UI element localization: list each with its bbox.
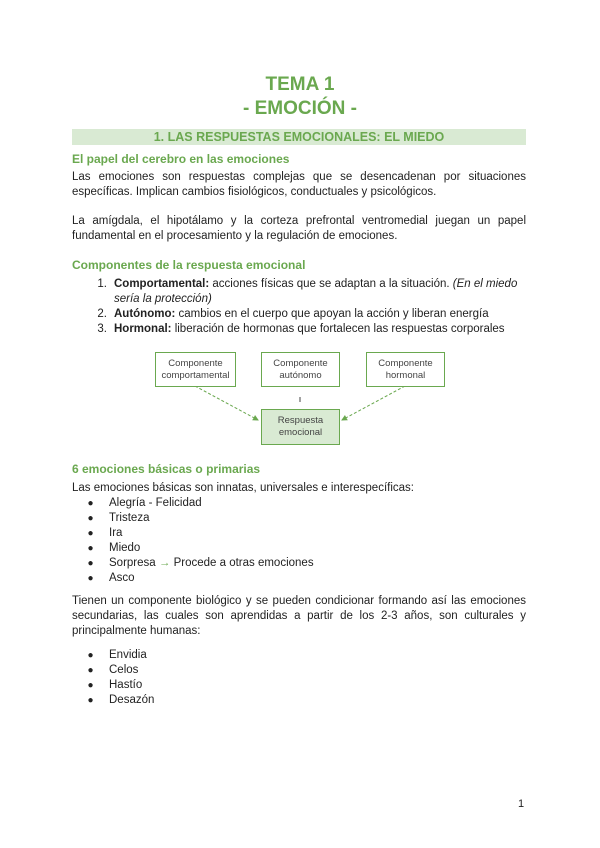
page-subtitle: - EMOCIÓN - xyxy=(243,98,357,119)
paragraph-secondary-emotions: Tienen un componente biológico y se pueden condicionar formando así las emociones secundarias, las cuales son aprendidas a partir de los 2-3 años, son culturales y principalmente humanas: xyxy=(72,595,526,637)
list-item: ● Tristeza xyxy=(87,512,150,524)
box-emotional-response: Respuesta emocional xyxy=(261,409,340,445)
list-item: 2. Autónomo: cambios en el cuerpo que apoyan la acción y liberan energía xyxy=(97,308,489,320)
subheading-basic-emotions: 6 emociones básicas o primarias xyxy=(72,462,261,476)
list-item: ● Ira xyxy=(87,527,123,539)
basic-emotions-list xyxy=(72,496,526,586)
list-item: ● Sorpresa → Procede a otras emociones xyxy=(87,557,314,569)
box-behavioral-component: Componente comportamental xyxy=(155,352,236,387)
paragraph-brain-structures: La amígdala, el hipotálamo y la corteza prefrontal ventromedial juegan un papel fundamental en el procesamiento y la regulación de emociones. xyxy=(72,215,526,242)
subheading-components: Componentes de la respuesta emocional xyxy=(72,258,306,272)
list-item: ● Hastío xyxy=(87,679,143,691)
list-item: 3. Hormonal: liberación de hormonas que fortalecen las respuestas corporales xyxy=(97,323,505,335)
list-item: 1. Comportamental: acciones físicas que se adaptan a la situación. (En el miedo sería la protección) xyxy=(97,278,518,305)
list-item: ● Envidia xyxy=(87,649,147,661)
secondary-emotions-list xyxy=(72,648,526,708)
subheading-brain: El papel del cerebro en las emociones xyxy=(72,152,290,166)
list-item: ● Alegría - Felicidad xyxy=(87,497,202,509)
paragraph-emotions-definition: Las emociones son respuestas complejas que se desencadenan por situaciones específicas. Implican cambios fisiológicos, conductuales y psicológicos. xyxy=(72,171,526,198)
paragraph-basic-intro: Las emociones básicas son innatas, universales e interespecíficas: xyxy=(72,482,414,494)
right-arrow-icon: → xyxy=(158,557,171,569)
list-item: ● Miedo xyxy=(87,542,141,554)
arrow-hormonal xyxy=(342,386,405,420)
page-number: 1 xyxy=(518,798,525,810)
box-hormonal-component: Componente hormonal xyxy=(366,352,445,387)
list-item: ● Desazón xyxy=(87,694,155,706)
page-title: TEMA 1 xyxy=(265,74,335,95)
list-item: ● Asco xyxy=(87,572,135,584)
arrow-behavioral xyxy=(195,386,258,420)
section-heading: 1. LAS RESPUESTAS EMOCIONALES: EL MIEDO xyxy=(72,129,526,145)
list-item: ● Celos xyxy=(87,664,139,676)
box-autonomous-component: Componente autónomo xyxy=(261,352,340,387)
